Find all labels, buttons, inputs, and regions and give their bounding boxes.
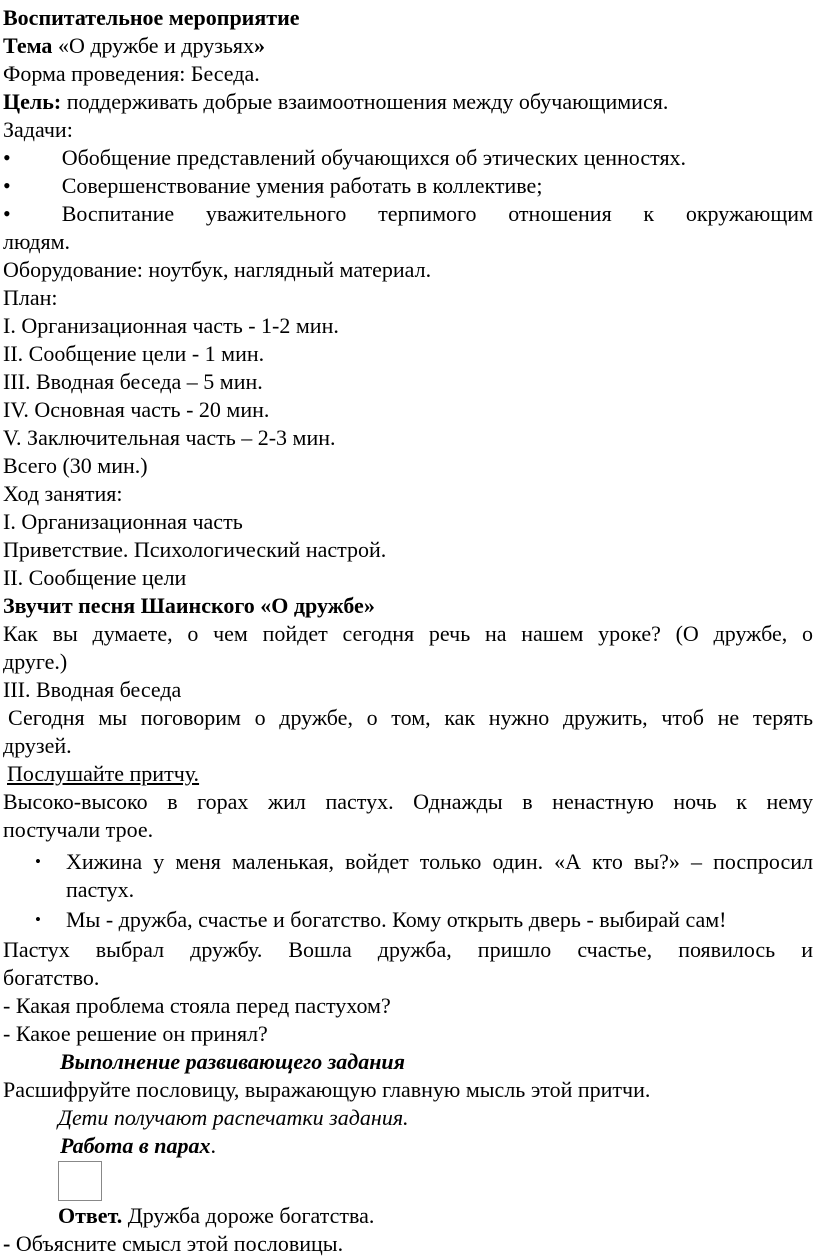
bullet-icon: • [3, 173, 11, 198]
equipment-line [3, 256, 813, 284]
text-run: Обобщение представлений обучающихся об этических ценностях. [61, 145, 687, 170]
bullet-icon: • [3, 145, 11, 170]
text-run: План: [3, 285, 58, 310]
dialog-item [3, 848, 813, 876]
text-run: Дети получают распечатки задания. [58, 1105, 409, 1130]
task-item [3, 200, 813, 228]
text-run: Форма проведения: Беседа. [3, 61, 260, 86]
course-heading [3, 480, 813, 508]
text-run: Высоко-высоко в горах жил пастух. Однажды в ненастную ночь к нему [3, 789, 813, 814]
task-item [3, 144, 813, 172]
text-run: Задачи: [3, 117, 73, 142]
text-run: Объясните смысл этой пословицы. [10, 1231, 344, 1256]
plan-heading [3, 284, 813, 312]
theme-line [3, 32, 813, 60]
answer-line [3, 1202, 813, 1230]
text-run: богатство. [3, 965, 100, 990]
text-run: Всего (30 мин.) [3, 453, 148, 478]
body-line [3, 536, 813, 564]
question-line [3, 1230, 813, 1258]
text-run: Послушайте притчу. [7, 761, 200, 786]
text-run: Как вы думаете, о чем пойдет сегодня речь на нашем уроке? (О дружбе, о [3, 621, 813, 646]
text-run: I. Организационная часть - 1-2 мин. [3, 313, 339, 338]
text-run: Сегодня мы поговорим о дружбе, о том, как нужно дружить, чтоб не терять [8, 705, 813, 730]
text-run: постучали трое. [3, 817, 154, 842]
question-line [3, 992, 813, 1020]
bullet-icon: • [35, 852, 41, 871]
text-run: Воспитание уважительного терпимого отношения к окружающим [61, 201, 813, 226]
event-title [3, 4, 813, 32]
text-run: Приветствие. Психологический настрой. [3, 537, 387, 562]
text-run: Звучит песня Шаинского «О дружбе» [3, 593, 375, 618]
text-run: II. Сообщение цели [3, 565, 187, 590]
text-run: - [3, 1231, 11, 1256]
text-run: пастух. [66, 877, 135, 902]
text-run: Ход занятия: [3, 481, 123, 506]
text-run: Ответ. [58, 1203, 123, 1228]
text-run: Работа в парах [60, 1133, 211, 1158]
task-item-continuation [3, 228, 813, 256]
body-line [3, 648, 813, 676]
text-run: . [210, 1133, 216, 1158]
plan-item [3, 368, 813, 396]
body-line [3, 620, 813, 648]
text-run: Расшифруйте пословицу, выражающую главную мысль этой притчи. [3, 1077, 651, 1102]
text-run: IV. Основная часть - 20 мин. [3, 397, 270, 422]
question-line [3, 1020, 813, 1048]
text-run: I. Организационная часть [3, 509, 243, 534]
text-run: » [254, 33, 266, 58]
text-run: Совершенствование умения работать в коллективе; [61, 173, 543, 198]
empty-box [58, 1161, 102, 1201]
text-run: Цель: [3, 89, 62, 114]
bullet-icon: • [3, 201, 11, 226]
body-line [3, 788, 813, 816]
text-run: Оборудование: ноутбук, наглядный материал. [3, 257, 432, 282]
dialog-item [3, 906, 813, 934]
body-line [3, 704, 813, 732]
section-heading [3, 676, 813, 704]
text-run: Воспитательное мероприятие [3, 5, 300, 30]
text-run: - Какое решение он принял? [3, 1021, 268, 1046]
text-run: «О дружбе и друзьях [57, 33, 255, 58]
tasks-heading [3, 116, 813, 144]
song-line [3, 592, 813, 620]
stage-direction [3, 1104, 813, 1132]
text-run: III. Вводная беседа – 5 мин. [3, 369, 263, 394]
section-heading [3, 508, 813, 536]
plan-total [3, 452, 813, 480]
parable-intro [3, 760, 813, 788]
text-run: - Какая проблема стояла перед пастухом? [3, 993, 391, 1018]
text-run: друге.) [3, 649, 68, 674]
form-line [3, 60, 813, 88]
text-run: Хижина у меня маленькая, войдет только один. «А кто вы?» – поспросил [66, 849, 813, 874]
dialog-item-continuation [3, 876, 813, 904]
task-item [3, 172, 813, 200]
body-line [3, 816, 813, 844]
text-run: Дружба дороже богатства. [122, 1203, 375, 1228]
text-run: поддерживать добрые взаимоотношения между обучающимися. [61, 89, 669, 114]
text-run: Выполнение развивающего задания [60, 1049, 405, 1074]
text-run: Тема [3, 33, 58, 58]
text-run: друзей. [3, 733, 72, 758]
body-line [3, 1076, 813, 1104]
bullet-icon: • [35, 910, 41, 929]
text-run: V. Заключительная часть – 2-3 мин. [3, 425, 336, 450]
work-mode-line [3, 1132, 813, 1160]
text-run: Мы - дружба, счастье и богатство. Кому открыть дверь - выбирай сам! [66, 907, 727, 932]
goal-line [3, 88, 813, 116]
plan-item [3, 312, 813, 340]
activity-heading [3, 1048, 813, 1076]
body-line [3, 732, 813, 760]
body-line [3, 964, 813, 992]
plan-item [3, 424, 813, 452]
text-run: Пастух выбрал дружбу. Вошла дружба, пришло счастье, появилось и [3, 937, 813, 962]
text-run: III. Вводная беседа [3, 677, 182, 702]
text-run: людям. [3, 229, 71, 254]
body-line [3, 936, 813, 964]
plan-item [3, 340, 813, 368]
plan-item [3, 396, 813, 424]
text-run: II. Сообщение цели - 1 мин. [3, 341, 265, 366]
section-heading [3, 564, 813, 592]
